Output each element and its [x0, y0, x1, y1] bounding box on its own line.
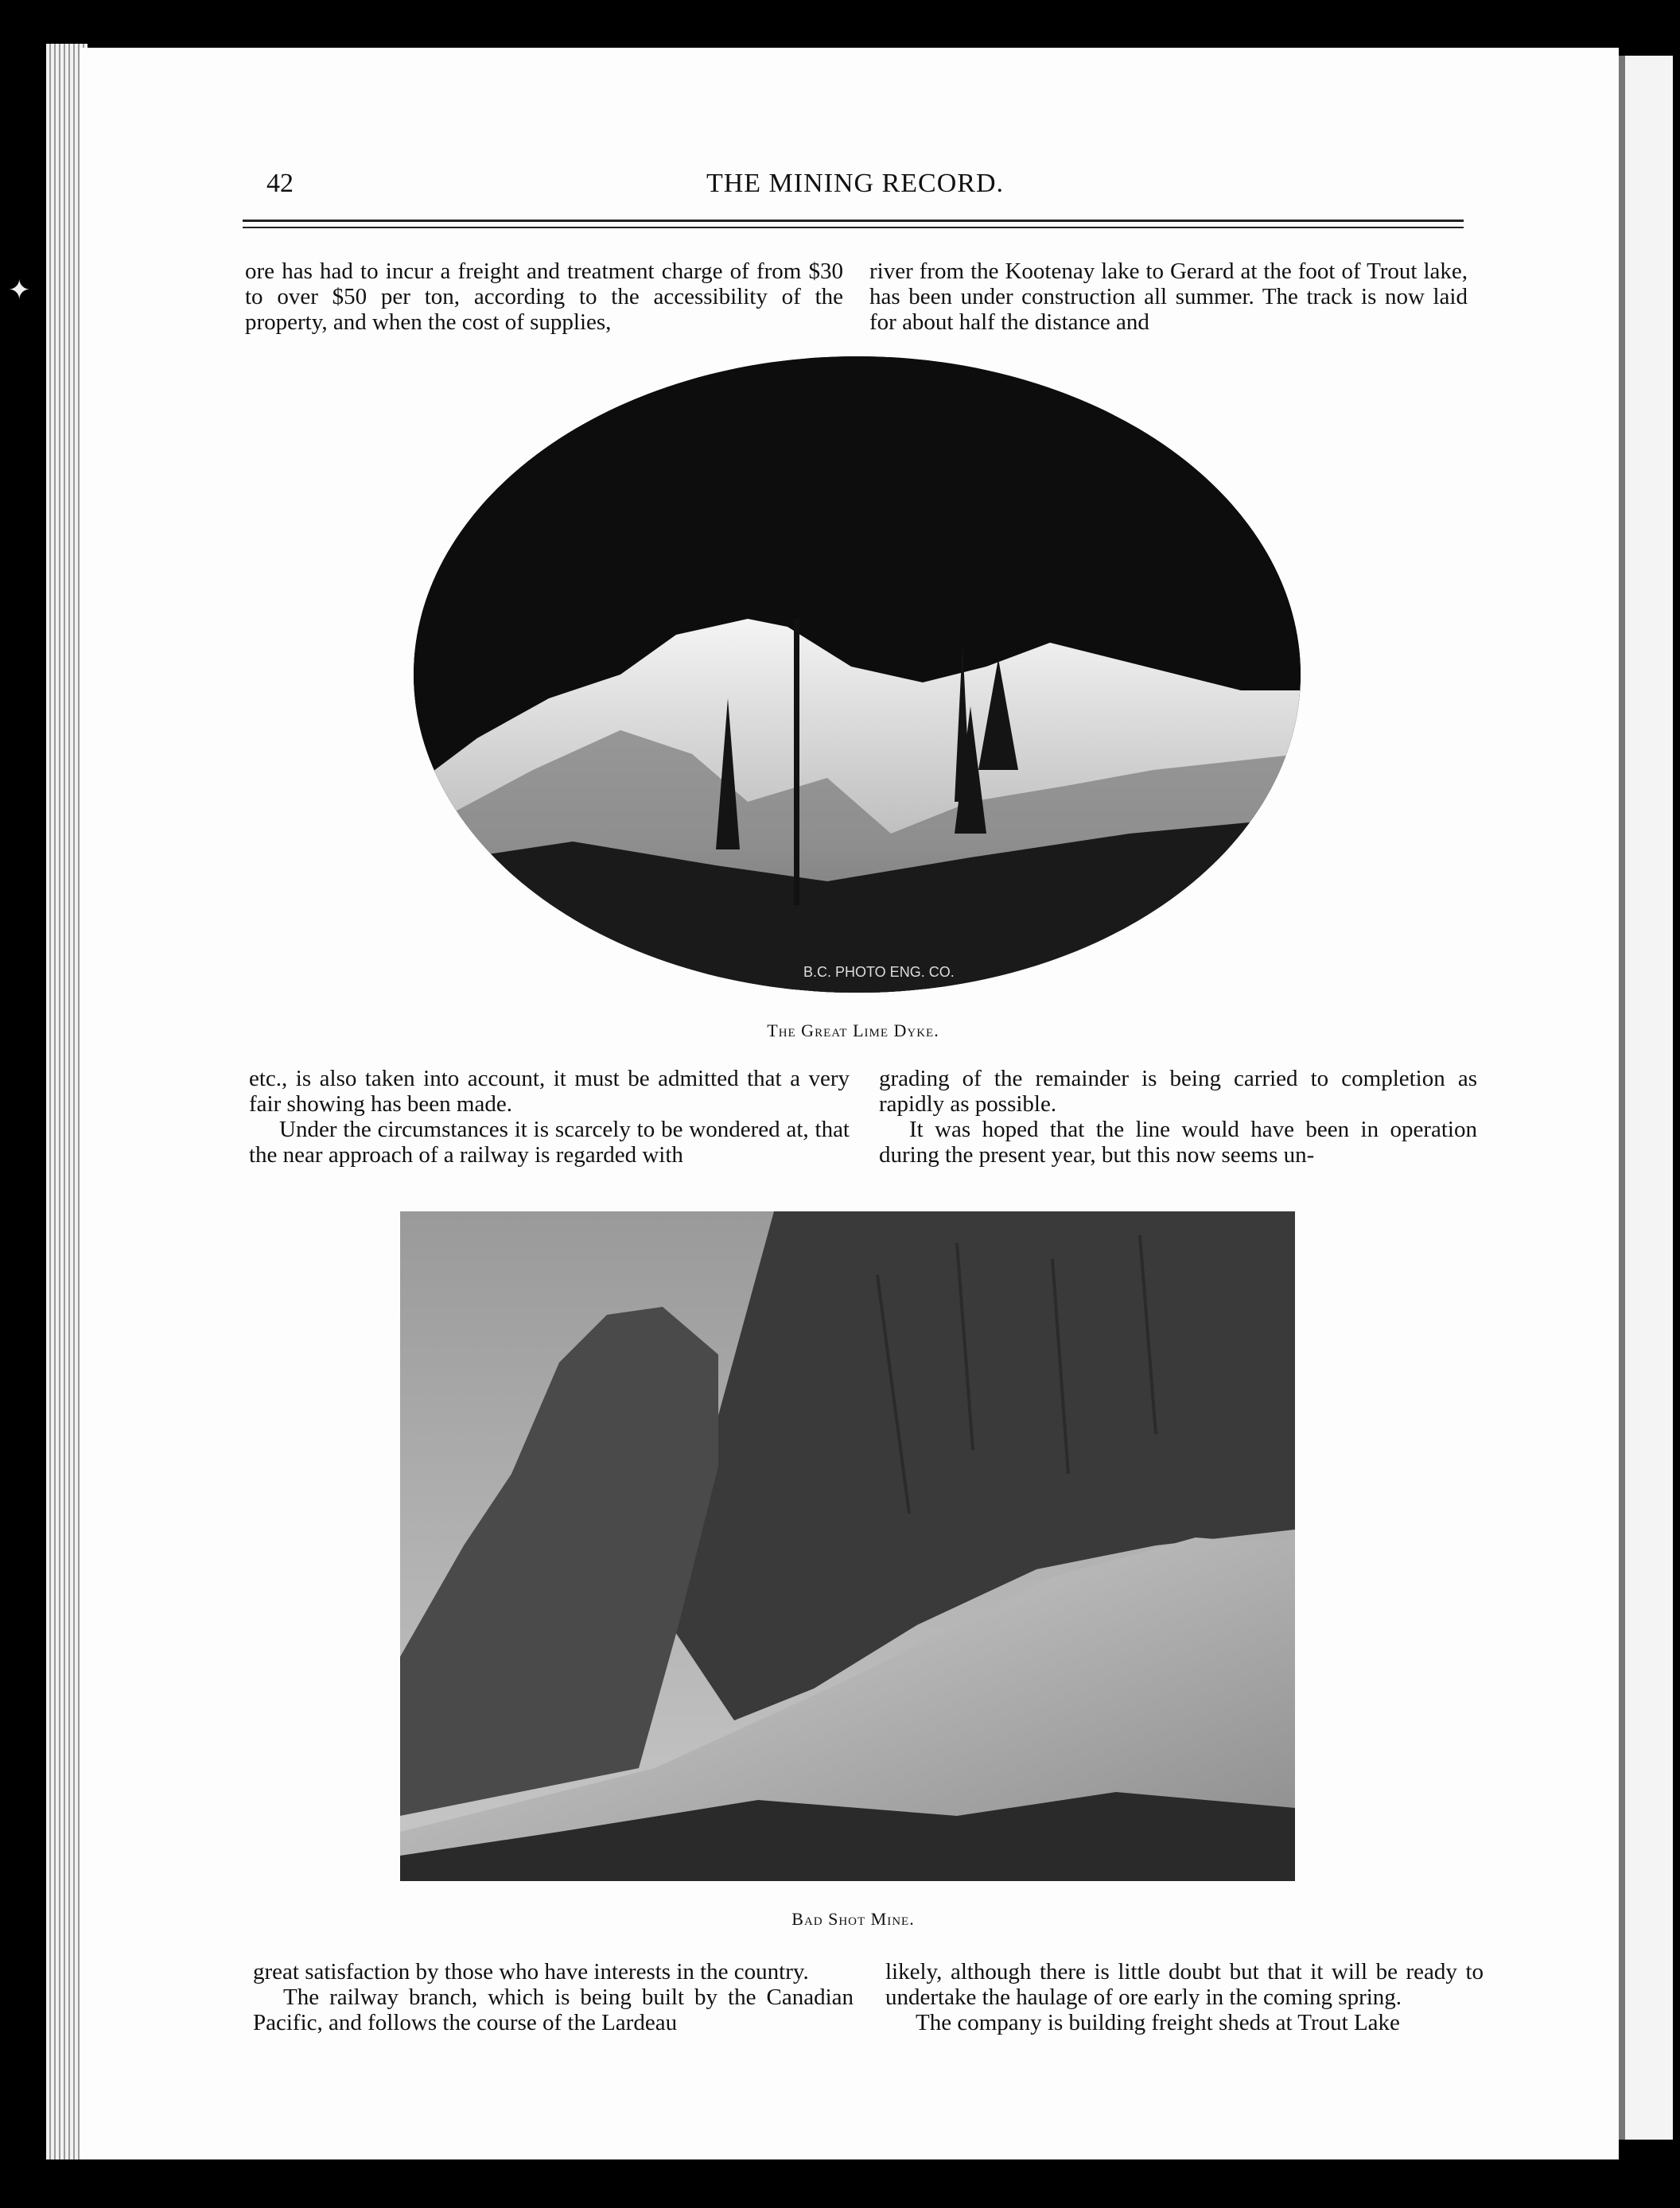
paragraph: It was hoped that the line would have been in operation during the present year, but this now seems un-	[879, 1117, 1477, 1168]
paragraph: ore has had to incur a freight and treatment charge of from $30 to over $50 per ton, according to the accessibility of the property, and when the cost of supplies,	[245, 259, 843, 335]
paragraph: grading of the remainder is being carried to completion as rapidly as possible.	[879, 1066, 1477, 1117]
photo-bad-shot-mine	[400, 1211, 1295, 1881]
facing-page-edge	[1619, 56, 1673, 2140]
engraver-credit: B.C. PHOTO ENG. CO.	[803, 964, 955, 980]
mountain-illustration	[414, 356, 1301, 993]
caption-great-lime-dyke: The Great Lime Dyke.	[767, 1020, 939, 1040]
paragraph: great satisfaction by those who have interests in the country.	[253, 1959, 809, 1984]
text-column-top-left	[245, 259, 843, 335]
page-number: 42	[266, 169, 294, 198]
text-column-middle-left	[249, 1066, 850, 1168]
paragraph: The railway branch, which is being built by the Canadian Pacific, and follows the course of the Lardeau	[253, 1984, 854, 2035]
text-column-middle-right	[879, 1066, 1477, 1168]
photo-great-lime-dyke	[414, 356, 1301, 993]
paragraph: river from the Kootenay lake to Gerard at the foot of Trout lake, has been under construction all summer. The track is now laid for about half the distance and	[869, 259, 1468, 335]
header-rule-thin	[243, 227, 1464, 228]
text-column-top-right	[869, 259, 1468, 335]
caption-bad-shot-mine: Bad Shot Mine.	[791, 1909, 915, 1929]
text-column-bottom-right	[885, 1959, 1484, 2035]
paragraph: Under the circumstances it is scarcely to be wondered at, that the near approach of a railway is regarded with	[249, 1117, 850, 1168]
paragraph: The company is building freight sheds at Trout Lake	[916, 2010, 1400, 2035]
paragraph: likely, although there is little doubt but that it will be ready to undertake the haulage of ore early in the coming spring.	[885, 1959, 1484, 2010]
header-rule	[243, 220, 1464, 222]
running-title: THE MINING RECORD.	[706, 169, 1005, 198]
paragraph: etc., is also taken into account, it must be admitted that a very fair showing has been made.	[249, 1066, 850, 1117]
page-header	[247, 169, 1464, 200]
cliff-illustration	[400, 1211, 1295, 1881]
scan-speck: ✦	[8, 276, 31, 305]
text-column-bottom-left	[253, 1959, 854, 2035]
